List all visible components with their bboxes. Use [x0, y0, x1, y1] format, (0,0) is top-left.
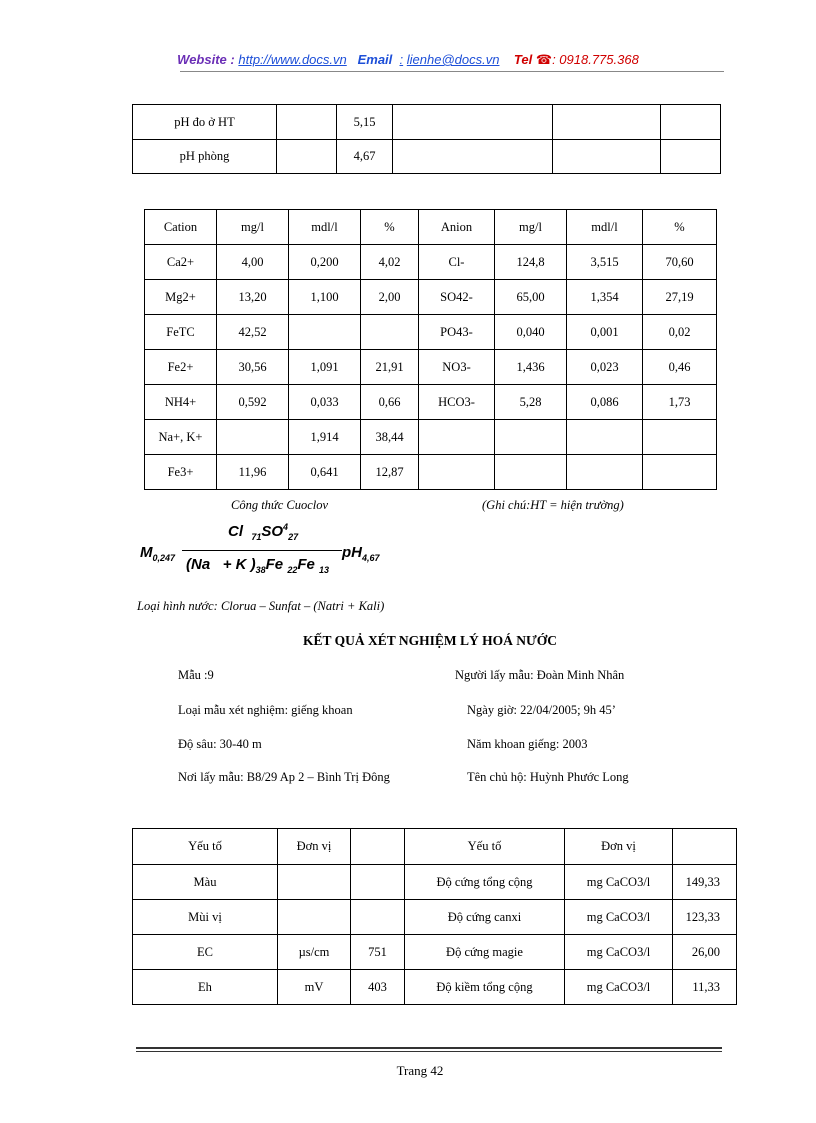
- ph-label: pH phòng: [133, 140, 277, 174]
- prop-cell: mg CaCO3/l: [565, 970, 673, 1005]
- ion-cell: 0,66: [361, 385, 419, 420]
- ion-cell: 0,040: [495, 315, 567, 350]
- prop-cell: mV: [278, 970, 351, 1005]
- ion-cell: 27,19: [643, 280, 717, 315]
- prop-cell: Độ kiềm tổng cộng: [405, 970, 565, 1005]
- prop-cell: Độ cứng canxi: [405, 900, 565, 935]
- ion-cell: 70,60: [643, 245, 717, 280]
- info-drill-year: Năm khoan giếng: 2003: [467, 737, 588, 751]
- footer-divider-thin: [136, 1051, 722, 1052]
- ion-cell: %: [361, 210, 419, 245]
- table-row: [133, 935, 737, 970]
- info-owner: Tên chủ hộ: Huỳnh Phước Long: [467, 770, 629, 784]
- table-row: [145, 385, 717, 420]
- properties-table: [132, 828, 737, 1005]
- table-row: [133, 865, 737, 900]
- prop-cell: EC: [133, 935, 278, 970]
- prop-cell: 123,33: [673, 900, 737, 935]
- ion-cell: [643, 455, 717, 490]
- ion-cell: 0,033: [289, 385, 361, 420]
- ion-cell: HCO3-: [419, 385, 495, 420]
- formula-ph: $pH_{4,67}$: [342, 544, 380, 563]
- prop-cell: µs/cm: [278, 935, 351, 970]
- ion-cell: mg/l: [217, 210, 289, 245]
- table-row: [133, 970, 737, 1005]
- ion-cell: 0,086: [567, 385, 643, 420]
- result-heading: KẾT QUẢ XÉT NGHIỆM LÝ HOÁ NƯỚC: [302, 633, 558, 648]
- info-datetime: Ngày giờ: 22/04/2005; 9h 45’: [467, 703, 616, 717]
- prop-cell: [673, 829, 737, 865]
- website-label: Website :: [177, 52, 235, 67]
- page-number: Trang 42: [396, 1063, 444, 1078]
- ion-cell: FeTC: [145, 315, 217, 350]
- ion-cell: PO43-: [419, 315, 495, 350]
- prop-cell: 403: [351, 970, 405, 1005]
- ion-cell: 38,44: [361, 420, 419, 455]
- footer-divider: [136, 1047, 722, 1049]
- ph-value: 5,15: [337, 105, 393, 140]
- formula-m: $M_{0,247}$: [140, 544, 176, 563]
- phone-icon: ☎: [535, 52, 553, 67]
- prop-cell: mg CaCO3/l: [565, 865, 673, 900]
- ion-cell: 1,914: [289, 420, 361, 455]
- ion-cell: 13,20: [217, 280, 289, 315]
- table-row: [145, 315, 717, 350]
- ion-cell: 11,96: [217, 455, 289, 490]
- prop-cell: Đơn vị: [565, 829, 673, 865]
- ion-cell: 0,641: [289, 455, 361, 490]
- prop-cell: Độ cứng magie: [405, 935, 565, 970]
- ion-cell: [495, 420, 567, 455]
- prop-cell: 751: [351, 935, 405, 970]
- ion-cell: 42,52: [217, 315, 289, 350]
- prop-cell: Đơn vị: [278, 829, 351, 865]
- prop-cell: [278, 865, 351, 900]
- ion-cell: [419, 455, 495, 490]
- table-row: [145, 350, 717, 385]
- info-sample: Mẫu :9: [178, 668, 214, 682]
- ph-label: pH đo ở HT: [133, 105, 277, 140]
- ion-cell: 4,00: [217, 245, 289, 280]
- ion-cell: 4,02: [361, 245, 419, 280]
- ion-cell: [567, 420, 643, 455]
- ion-cell: 1,100: [289, 280, 361, 315]
- ion-cell: Na+, K+: [145, 420, 217, 455]
- page-header: [0, 52, 816, 68]
- ion-cell: Mg2+: [145, 280, 217, 315]
- table-row: [133, 900, 737, 935]
- prop-cell: Yếu tố: [405, 829, 565, 865]
- prop-cell: Eh: [133, 970, 278, 1005]
- ion-cell: mdl/l: [289, 210, 361, 245]
- email-link[interactable]: lienhe@docs.vn: [406, 52, 500, 67]
- water-type: Loại hình nước: Clorua – Sunfat – (Natri + Kali): [137, 599, 385, 613]
- ion-cell: 12,87: [361, 455, 419, 490]
- ion-cell: NO3-: [419, 350, 495, 385]
- ion-cell: Fe3+: [145, 455, 217, 490]
- ht-note: (Ghi chú:HT = hiện trường): [482, 498, 624, 512]
- info-depth: Độ sâu: 30-40 m: [178, 737, 262, 751]
- table-row: [145, 420, 717, 455]
- ion-cell: 30,56: [217, 350, 289, 385]
- table-row: [133, 140, 721, 174]
- ion-cell: Cl-: [419, 245, 495, 280]
- ion-cell: 0,592: [217, 385, 289, 420]
- ph-value: 4,67: [337, 140, 393, 174]
- prop-cell: [351, 829, 405, 865]
- ion-cell: [419, 420, 495, 455]
- ion-cell: 1,73: [643, 385, 717, 420]
- formula-denominator: (Na + K )$_{38}Fe$ $_{22}$Fe $_{13}$: [186, 556, 330, 575]
- ion-cell: Cation: [145, 210, 217, 245]
- ion-cell: [361, 315, 419, 350]
- ion-cell: [495, 455, 567, 490]
- ion-cell: 21,91: [361, 350, 419, 385]
- ion-cell: 0,46: [643, 350, 717, 385]
- ion-cell: 124,8: [495, 245, 567, 280]
- ion-cell: NH4+: [145, 385, 217, 420]
- prop-cell: 26,00: [673, 935, 737, 970]
- ion-cell: Ca2+: [145, 245, 217, 280]
- formula-numerator: Cl $_{71}SO^4_{27}$: [228, 522, 299, 542]
- prop-cell: Yếu tố: [133, 829, 278, 865]
- prop-cell: mg CaCO3/l: [565, 900, 673, 935]
- ion-cell: Fe2+: [145, 350, 217, 385]
- ion-cell: Anion: [419, 210, 495, 245]
- prop-cell: 11,33: [673, 970, 737, 1005]
- ion-cell: 2,00: [361, 280, 419, 315]
- table-header-row: [145, 210, 717, 245]
- info-collector: Người lấy mẫu: Đoàn Minh Nhân: [455, 668, 625, 682]
- ion-cell: 0,02: [643, 315, 717, 350]
- fraction-bar: [182, 550, 342, 551]
- ion-cell: %: [643, 210, 717, 245]
- prop-cell: mg CaCO3/l: [565, 935, 673, 970]
- ion-cell: 1,091: [289, 350, 361, 385]
- website-link[interactable]: http://www.docs.vn: [238, 52, 347, 67]
- email-label: Email: [357, 52, 393, 67]
- ion-cell: 1,354: [567, 280, 643, 315]
- table-row: [133, 105, 721, 140]
- ion-cell: mdl/l: [567, 210, 643, 245]
- table-row: [145, 280, 717, 315]
- formula-caption: Công thức Cuoclov: [231, 498, 329, 512]
- ion-cell: 0,200: [289, 245, 361, 280]
- ph-table: [132, 104, 721, 174]
- ion-cell: 5,28: [495, 385, 567, 420]
- ion-cell: [289, 315, 361, 350]
- tel-value: : 0918.775.368: [552, 52, 639, 67]
- ion-table: [144, 209, 717, 490]
- table-header-row: [133, 829, 737, 865]
- prop-cell: Màu: [133, 865, 278, 900]
- prop-cell: [351, 865, 405, 900]
- ion-cell: [217, 420, 289, 455]
- prop-cell: [278, 900, 351, 935]
- tel-label: Tel: [513, 52, 533, 67]
- ion-cell: SO42-: [419, 280, 495, 315]
- ion-cell: 0,001: [567, 315, 643, 350]
- table-row: [145, 455, 717, 490]
- ion-cell: 3,515: [567, 245, 643, 280]
- ion-cell: 1,436: [495, 350, 567, 385]
- ion-cell: [643, 420, 717, 455]
- email-separator: :: [399, 52, 404, 67]
- prop-cell: Độ cứng tổng cộng: [405, 865, 565, 900]
- info-location: Nơi lấy mẫu: B8/29 Ap 2 – Bình Trị Đông: [178, 770, 390, 784]
- ion-cell: [567, 455, 643, 490]
- ion-cell: 0,023: [567, 350, 643, 385]
- prop-cell: [351, 900, 405, 935]
- header-divider: [180, 71, 724, 72]
- info-sample-type: Loại mẫu xét nghiệm: giếng khoan: [178, 703, 353, 717]
- prop-cell: Mùi vị: [133, 900, 278, 935]
- prop-cell: 149,33: [673, 865, 737, 900]
- ion-cell: 65,00: [495, 280, 567, 315]
- table-row: [145, 245, 717, 280]
- ion-cell: mg/l: [495, 210, 567, 245]
